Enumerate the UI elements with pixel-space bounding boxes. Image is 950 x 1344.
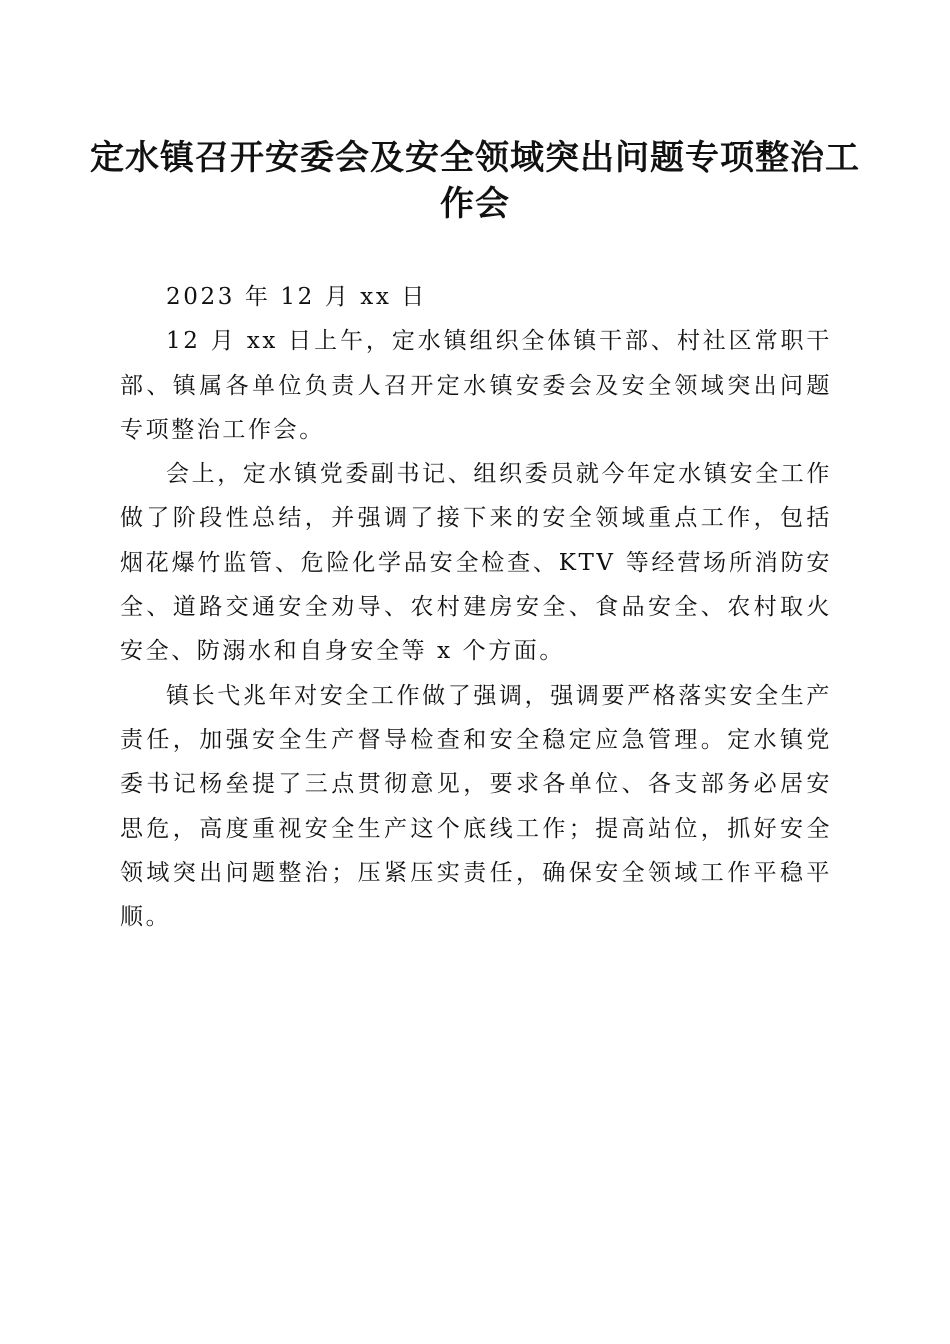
paragraph-summary: 会上，定水镇党委副书记、组织委员就今年定水镇安全工作做了阶段性总结，并强调了接下来的安全领域重点工作，包括烟花爆竹监管、危险化学品安全检查、KTV 等经营场所消防安全、道路交通安全劝导、农村建房安全、食品安全、农村取火安全、防溺水和自身安全等 x 个方面。 — [120, 461, 832, 665]
document-title: 定水镇召开安委会及安全领域突出问题专项整治工作会 — [90, 138, 860, 224]
paragraph-meeting-intro: 12 月 xx 日上午，定水镇组织全体镇干部、村社区常职干部、镇属各单位负责人召开定水镇安委会及安全领域突出问题专项整治工作会。 — [120, 328, 832, 443]
document-body — [120, 275, 832, 939]
paragraph-instructions: 镇长弋兆年对安全工作做了强调，强调要严格落实安全生产责任，加强安全生产督导检查和安全稳定应急管理。定水镇党委书记杨垒提了三点贯彻意见，要求各单位、各支部务必居安思危，高度重视安全生产这个底线工作；提高站位，抓好安全领域突出问题整治；压紧压实责任，确保安全领域工作平稳平顺。 — [120, 682, 832, 931]
document-date: 2023 年 12 月 xx 日 — [166, 284, 427, 310]
